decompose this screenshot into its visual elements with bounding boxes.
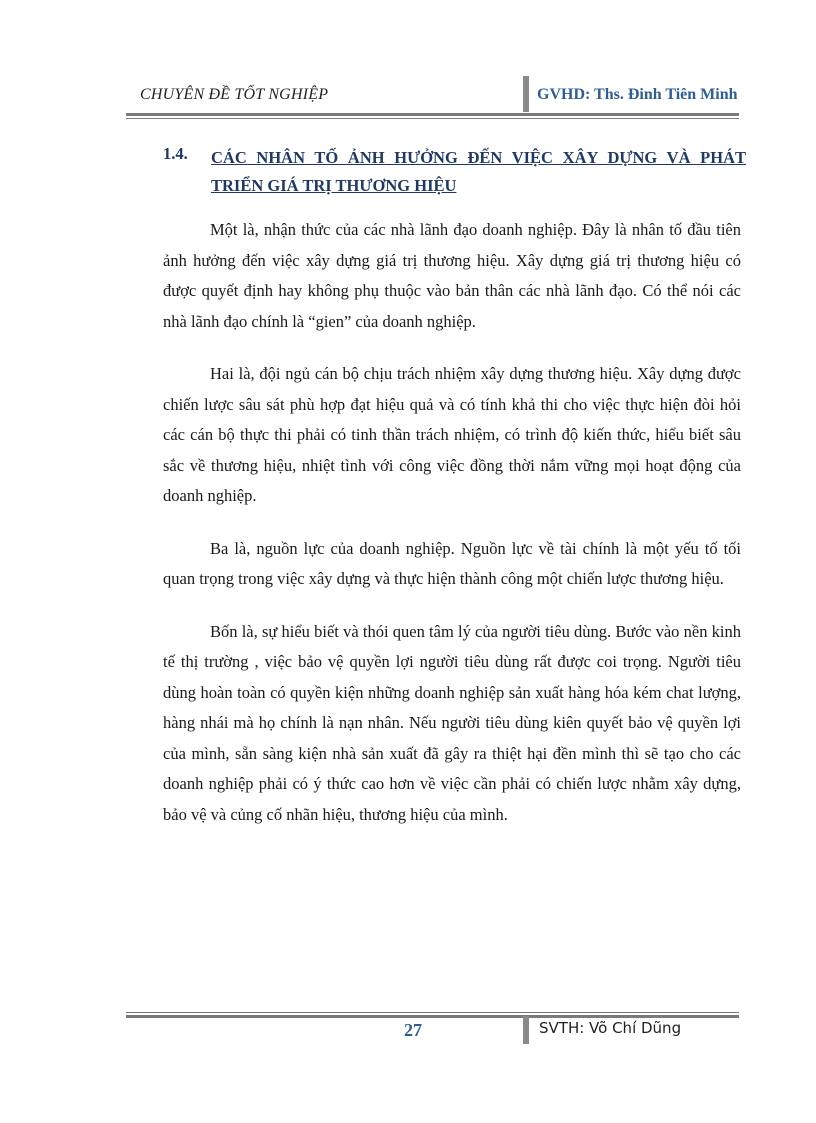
footer-separator (523, 1016, 529, 1044)
paragraph-4: Bốn là, sự hiểu biết và thói quen tâm lý của người tiêu dùng. Bước vào nền kinh tế thị trường , việc bảo vệ quyền lợi người tiêu dùng rất được coi trọng. Người tiêu dùng hoàn toàn có quyền kiện những doanh nghiệp sản xuất hàng hóa kém chat lượng, hàng nhái mà họ chính là nạn nhân. Nếu người tiêu dùng kiên quyết bảo vệ quyền lợi của mình, sẵn sàng kiện nhà sản xuất đã gây ra thiệt hại đền mình thì sẽ tạo cho các doanh nghiệp phải có ý thức cao hơn về việc cần phải có chiến lược nhằm xây dựng, bảo vệ và củng cố nhãn hiệu, thương hiệu của mình. (163, 621, 741, 824)
page-number: 27 (404, 1020, 422, 1040)
paragraph-1: Một là, nhận thức của các nhà lãnh đạo doanh nghiệp. Đây là nhân tố đầu tiên ảnh hưởng đến việc xây dựng giá trị thương hiệu. Xây dựng giá trị thương hiệu có được quyết định hay không phụ thuộc vào bản thân các nhà lãnh đạo. Có thể nói các nhà lãnh đạo chính là “gien” của doanh nghiệp. (163, 220, 741, 331)
paragraph-2: Hai là, đội ngủ cán bộ chịu trách nhiệm xây dựng thương hiệu. Xây dựng được chiến lược sâu sát phù hợp đạt hiệu quả và có tính khả thi cho việc thực hiện đòi hỏi các cán bộ thực thi phải có tinh thần trách nhiệm, có trình độ kiến thức, hiểu biết sâu sắc về thương hiệu, nhiệt tình với công việc đồng thời nắm vững mọi hoạt động của doanh nghiệp. (163, 364, 741, 505)
header-rule-thin (126, 118, 739, 119)
header-rule (126, 113, 739, 116)
footer-rule-thin (126, 1012, 739, 1013)
header-advisor: GVHD: Ths. Đinh Tiên Minh (537, 86, 738, 103)
section-number: 1.4. (163, 144, 188, 163)
body-text (163, 215, 741, 852)
footer-rule (126, 1015, 739, 1018)
section-title: CÁC NHÂN TỐ ẢNH HƯỞNG ĐẾN VIỆC XÂY DỰNG VÀ PHÁT TRIỂN GIÁ TRỊ THƯƠNG HIỆU (211, 148, 746, 195)
footer-student: SVTH: Võ Chí Dũng (539, 1019, 682, 1037)
header-separator (523, 76, 529, 112)
header-document-type: CHUYÊN ĐỀ TỐT NGHIỆP (140, 86, 329, 103)
paragraph-3: Ba là, nguồn lực của doanh nghiệp. Nguồn lực về tài chính là một yếu tố tối quan trọng trong việc xây dựng và thực hiện thành công một chiến lược thương hiệu. (163, 538, 741, 588)
